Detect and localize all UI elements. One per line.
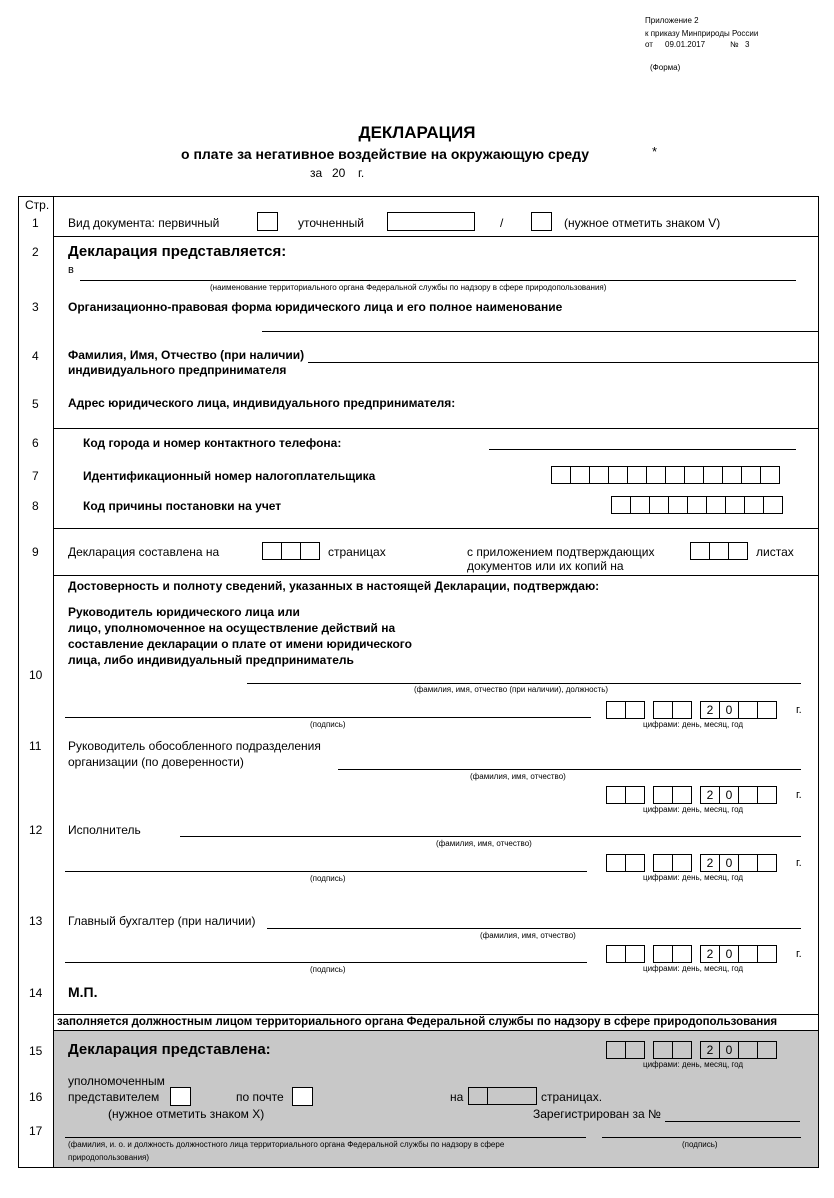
stamp-place-label: М.П.	[68, 984, 98, 1000]
date-caption: цифрами: день, месяц, год	[643, 720, 744, 729]
pages-count-cells[interactable]	[262, 542, 320, 560]
official-signature-caption: (подпись)	[682, 1140, 718, 1149]
slash-separator: /	[500, 216, 504, 230]
received-date-cells[interactable]	[606, 1041, 777, 1059]
corrected-checkbox[interactable]	[387, 212, 475, 231]
address-label: Адрес юридического лица, индивидуального предпринимателя:	[68, 396, 456, 410]
executor-signature-caption: (подпись)	[310, 874, 346, 883]
entrepreneur-name-line[interactable]	[308, 362, 818, 363]
official-section-heading: заполняется должностным лицом территориального органа Федеральной службы по надзору в сфере природопользования	[57, 1016, 778, 1028]
registration-number-line[interactable]	[665, 1121, 800, 1122]
row-number-8: 8	[32, 499, 39, 513]
entrepreneur-name-label-2: индивидуального предпринимателя	[68, 363, 287, 377]
year-suffix: г.	[796, 857, 802, 869]
date-caption: цифрами: день, месяц, год	[643, 873, 744, 882]
date-digit-0: 0	[719, 854, 739, 872]
official-name-caption-2: природопользования)	[68, 1153, 150, 1162]
authority-name-caption: (наименование территориального органа Федеральной службы по надзору в сфере природопользования)	[210, 283, 607, 292]
authorized-rep-checkbox[interactable]	[170, 1087, 191, 1106]
org-form-label: Организационно-правовая форма юридического лица и его полное наименование	[68, 300, 563, 314]
declaration-submitted-heading: Декларация представляется:	[68, 243, 287, 260]
executor-signature-line[interactable]	[65, 871, 587, 872]
by-mail-checkbox[interactable]	[292, 1087, 313, 1106]
order-label: к приказу Минприроды России	[645, 29, 759, 38]
row-number-2: 2	[32, 245, 39, 259]
date-digit-2: 2	[700, 854, 720, 872]
head-signature-caption: (подпись)	[310, 720, 346, 729]
head-date-cells[interactable]	[606, 701, 777, 719]
row-number-5: 5	[32, 397, 39, 411]
page-column-header: Стр.	[25, 198, 50, 212]
form-label: (Форма)	[650, 63, 681, 72]
row-number-9: 9	[32, 545, 39, 559]
primary-checkbox[interactable]	[257, 212, 278, 231]
declaration-received-heading: Декларация представлена:	[68, 1041, 271, 1058]
document-subtitle: о плате за негативное воздействие на окружающую среду	[181, 146, 589, 162]
date-digit-0: 0	[719, 786, 739, 804]
head-label-2: лицо, уполномоченное на осуществление действий на	[68, 621, 396, 635]
chief-accountant-signature-line[interactable]	[65, 962, 587, 963]
chief-accountant-name-line[interactable]	[267, 928, 801, 929]
chief-accountant-signature-caption: (подпись)	[310, 965, 346, 974]
branch-head-name-caption: (фамилия, имя, отчество)	[470, 772, 566, 781]
inn-label: Идентификационный номер налогоплательщика	[83, 469, 376, 483]
attachments-label-2: документов или их копий на	[467, 559, 624, 573]
sheets-word: листах	[756, 545, 794, 559]
date-digit-0: 0	[719, 1041, 739, 1059]
year-suffix: г.	[796, 704, 802, 716]
date-digit-2: 2	[700, 945, 720, 963]
date-digit-0: 0	[719, 945, 739, 963]
org-name-line[interactable]	[262, 331, 818, 332]
year-suffix: г.	[796, 948, 802, 960]
appendix-label: Приложение 2	[645, 16, 699, 25]
row-number-10: 10	[29, 668, 43, 682]
year-prefix: за	[310, 166, 323, 180]
year-suffix: г.	[796, 789, 802, 801]
phone-line[interactable]	[489, 449, 796, 450]
executor-name-line[interactable]	[180, 836, 801, 837]
entrepreneur-name-label-1: Фамилия, Имя, Отчество (при наличии)	[68, 348, 305, 362]
attachments-label-1: с приложением подтверждающих	[467, 545, 655, 559]
received-pages-word: страницах.	[541, 1090, 603, 1104]
row-number-7: 7	[32, 469, 39, 483]
authorized-rep-label-1: уполномоченным	[68, 1074, 165, 1088]
official-name-line[interactable]	[65, 1137, 586, 1138]
row-number-15: 15	[29, 1044, 43, 1058]
official-signature-line[interactable]	[602, 1137, 801, 1138]
by-mail-label: по почте	[236, 1090, 284, 1104]
date-prefix: от	[645, 40, 653, 49]
registered-label: Зарегистрирован за №	[533, 1107, 661, 1121]
branch-head-name-line[interactable]	[338, 769, 801, 770]
pages-word: страницах	[328, 545, 386, 559]
inn-cells[interactable]	[551, 466, 780, 484]
head-name-caption: (фамилия, имя, отчество (при наличии), должность)	[414, 685, 609, 694]
document-type-label: Вид документа: первичный	[68, 216, 220, 230]
on-label: на	[450, 1090, 464, 1104]
branch-head-label-1: Руководитель обособленного подразделения	[68, 739, 321, 753]
head-label-3: составление декларации о плате от имени юридического	[68, 637, 412, 651]
order-number: 3	[745, 40, 750, 49]
authorized-rep-label-2: представителем	[68, 1090, 160, 1104]
year-suffix: г.	[358, 166, 365, 180]
chief-accountant-name-caption: (фамилия, имя, отчество)	[480, 931, 576, 940]
row-number-14: 14	[29, 986, 43, 1000]
pages-label: Декларация составлена на	[68, 545, 220, 559]
row-number-13: 13	[29, 914, 43, 928]
mark-hint: (нужное отметить знаком V)	[564, 216, 721, 230]
date-digit-2: 2	[700, 786, 720, 804]
document-title: ДЕКЛАРАЦИЯ	[358, 123, 476, 142]
kpp-label: Код причины постановки на учет	[83, 499, 282, 513]
date-caption: цифрами: день, месяц, год	[643, 1060, 744, 1069]
correction-number-field[interactable]	[531, 212, 552, 231]
head-label-1: Руководитель юридического лица или	[68, 605, 300, 619]
row-number-11: 11	[29, 739, 42, 753]
subtitle-asterisk: *	[652, 144, 658, 159]
date-digit-0: 0	[719, 701, 739, 719]
confirmation-heading: Достоверность и полноту сведений, указанных в настоящей Декларации, подтверждаю:	[68, 579, 600, 593]
row-number-16: 16	[29, 1090, 43, 1104]
in-label: в	[68, 264, 74, 276]
order-date: 09.01.2017	[665, 40, 706, 49]
mark-x-hint: (нужное отметить знаком Х)	[108, 1107, 265, 1121]
row-number-17: 17	[29, 1124, 43, 1138]
branch-head-label-2: организации (по доверенности)	[68, 755, 244, 769]
head-label-4: лица, либо индивидуальный предприниматель	[68, 653, 354, 667]
chief-accountant-label: Главный бухгалтер (при наличии)	[68, 914, 256, 928]
date-digit-2: 2	[700, 1041, 720, 1059]
corrected-label: уточненный	[298, 216, 364, 230]
executor-date-cells[interactable]	[606, 854, 777, 872]
row-number-4: 4	[32, 349, 39, 363]
phone-label: Код города и номер контактного телефона:	[83, 436, 342, 450]
order-number-prefix: №	[730, 40, 739, 49]
executor-name-caption: (фамилия, имя, отчество)	[436, 839, 532, 848]
head-name-line[interactable]	[247, 683, 801, 684]
date-digit-2: 2	[700, 701, 720, 719]
chief-accountant-date-cells[interactable]	[606, 945, 777, 963]
row-number-6: 6	[32, 436, 39, 450]
kpp-cells[interactable]	[611, 496, 783, 514]
official-name-caption-1: (фамилия, и. о. и должность должностного лица территориального органа Федеральной службы по надзору в сфере	[68, 1140, 505, 1149]
row-number-3: 3	[32, 300, 39, 314]
date-caption: цифрами: день, месяц, год	[643, 805, 744, 814]
authority-name-line[interactable]	[80, 280, 796, 281]
branch-date-cells[interactable]	[606, 786, 777, 804]
row-number-1: 1	[32, 216, 39, 230]
date-caption: цифрами: день, месяц, год	[643, 964, 744, 973]
received-pages-cells[interactable]	[468, 1087, 537, 1105]
head-signature-line[interactable]	[65, 717, 591, 718]
sheets-count-cells[interactable]	[690, 542, 748, 560]
executor-label: Исполнитель	[68, 823, 141, 837]
year-value: 20	[332, 166, 346, 180]
row-number-12: 12	[29, 823, 43, 837]
